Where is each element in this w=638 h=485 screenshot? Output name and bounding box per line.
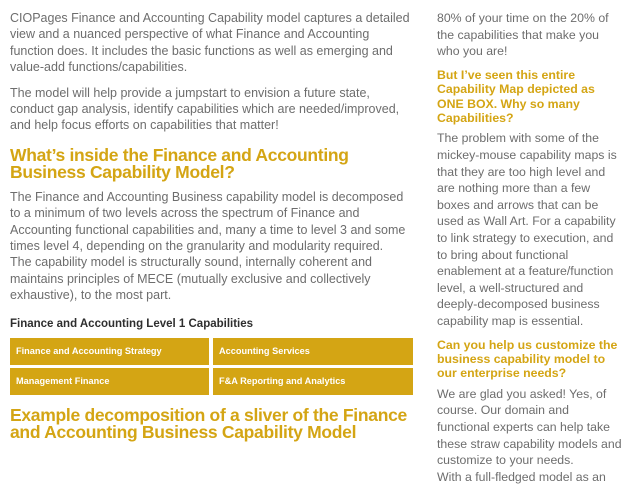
mece-paragraph: The capability model is structurally sound, internally coherent and maintains principles of MECE (mutually exclusive and collectively exhaustive), to the most part. xyxy=(10,255,372,303)
level1-capability-grid xyxy=(10,338,415,395)
sidebar-intro-text: 80% of your time on the 20% of the capabilities that make you who you are! xyxy=(437,11,609,59)
capability-fa-reporting-analytics: F&A Reporting and Analytics xyxy=(213,368,413,395)
example-decomposition-heading: Example decomposition of a sliver of the Finance and Accounting Business Capability Model xyxy=(10,404,407,443)
decomposition-paragraph: The Finance and Accounting Business capability model is decomposed to a minimum of two levels across the spectrum of Finance and Accounting functional capabilities and, many a time to level 3 and some times level 4, depending on the granularity and modularity required. xyxy=(10,189,406,254)
faq-answer-customize: We are glad you asked! Yes, of course. Our domain and functional experts can help take these straw capability models and customize to your needs. xyxy=(437,386,622,468)
main-column xyxy=(10,10,415,442)
faq-answer-continued: With a full-fledged model as an xyxy=(437,469,606,484)
capability-finance-accounting-strategy: Finance and Accounting Strategy xyxy=(10,338,209,365)
level1-capabilities-title: Finance and Accounting Level 1 Capabilities xyxy=(10,317,254,330)
faq-question-one-box: But I’ve seen this entire Capability Map depicted as ONE BOX. Why so many Capabilities? xyxy=(437,67,595,125)
intro-paragraph-1: CIOPages Finance and Accounting Capability model captures a detailed view and a nuanced perspective of what Finance and Accounting function does. It includes the basic functions as well as emerging and value-add functions/capabilities. xyxy=(10,11,410,75)
faq-question-customize: Can you help us customize the business capability model to our enterprise needs? xyxy=(437,337,618,381)
capability-management-finance: Management Finance xyxy=(10,368,209,395)
faq-sidebar xyxy=(437,10,623,485)
faq-answer-one-box: The problem with some of the mickey-mouse capability maps is that they are too high level and are nothing more than a few boxes and arrows that can be used as Wall Art. For a capability to link strategy to execution, and to bring about functional enablement at a feature/function level, a well-structured and deeply-decomposed business capability map is essential. xyxy=(437,131,617,328)
intro-paragraph-2: The model will help provide a jumpstart to envision a future state, conduct gap analysis, identify capabilities which are needed/improved, and help focus efforts on capabilities that matter! xyxy=(10,85,400,133)
whats-inside-heading: What’s inside the Finance and Accounting Business Capability Model? xyxy=(10,144,349,183)
capability-accounting-services: Accounting Services xyxy=(213,338,413,365)
